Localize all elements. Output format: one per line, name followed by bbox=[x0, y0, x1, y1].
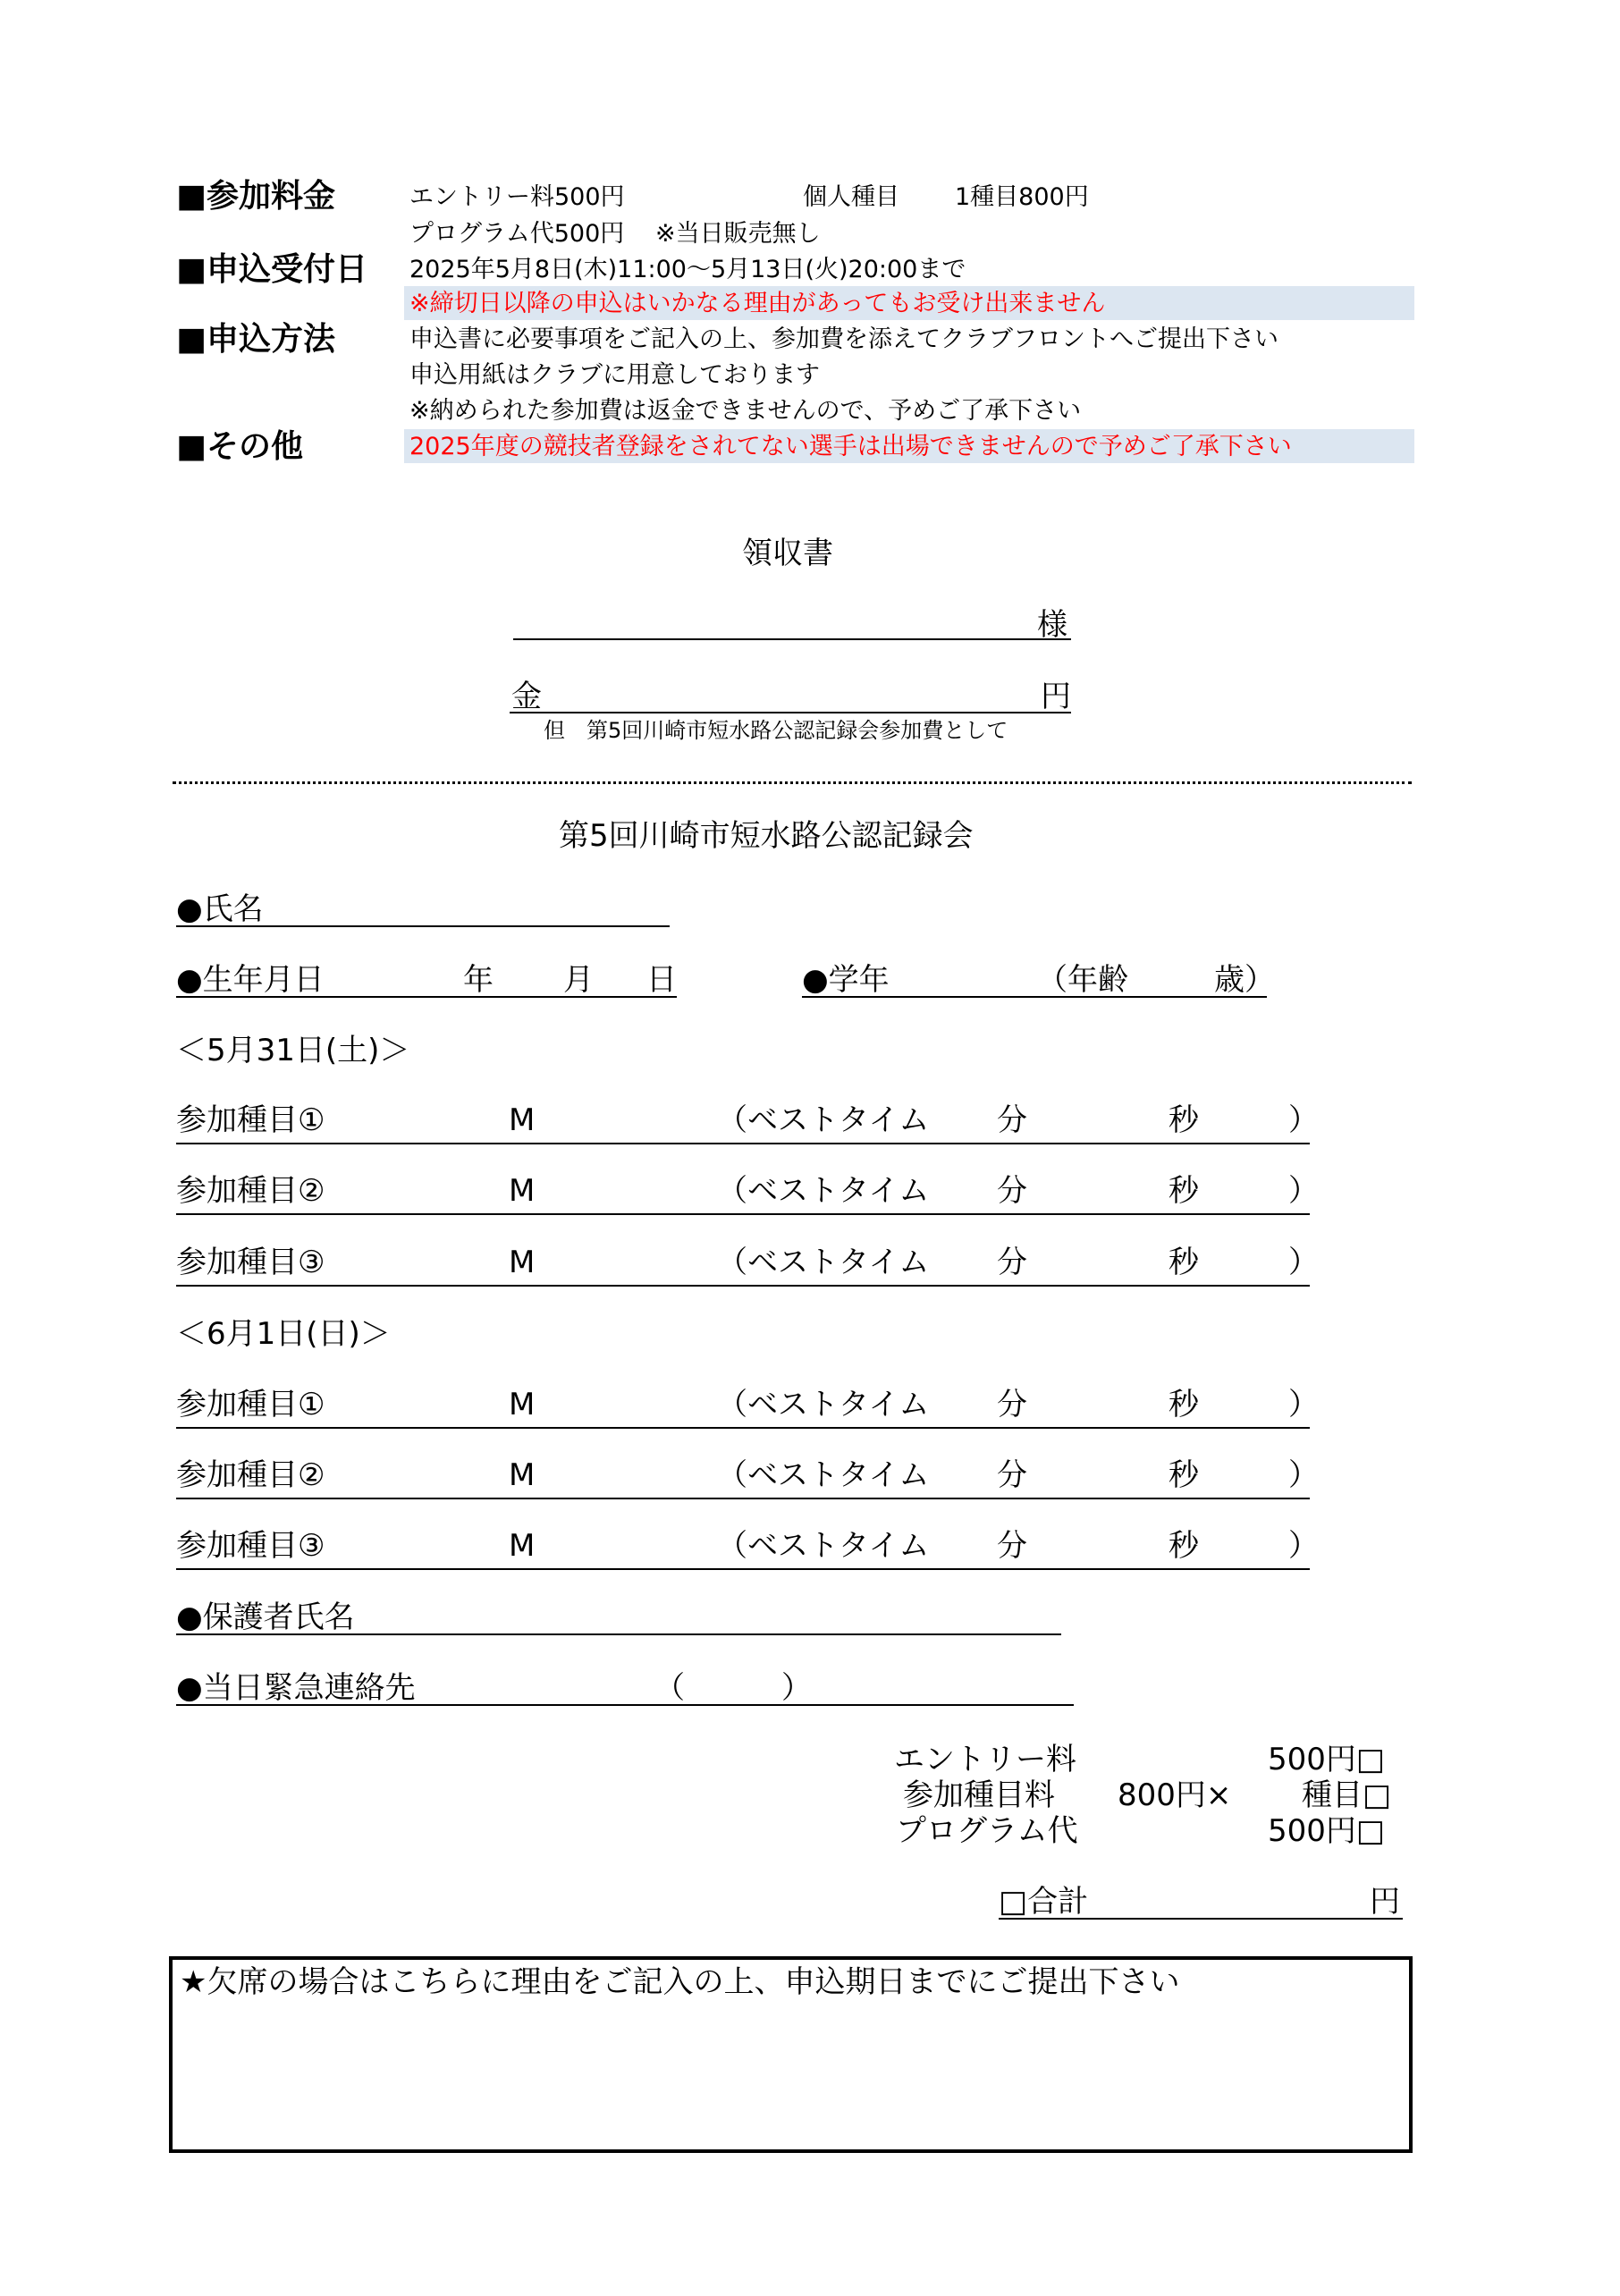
emergency-paren-open: （ bbox=[654, 1670, 685, 1706]
form-title: 第5回川崎市短水路公認記録会 bbox=[559, 818, 974, 854]
close-paren: ） bbox=[1288, 1102, 1319, 1138]
meter-label: M bbox=[509, 1528, 536, 1564]
total-yen: 円 bbox=[1370, 1884, 1400, 1920]
day1-label: ＜5月31日(土)＞ bbox=[176, 1033, 410, 1068]
minute-label: 分 bbox=[997, 1457, 1027, 1493]
fee-program-label: プログラム代 bbox=[896, 1813, 1078, 1849]
event-label: 参加種目③ bbox=[176, 1528, 325, 1564]
receipt-amount-line bbox=[510, 712, 1071, 713]
meter-label: M bbox=[509, 1387, 536, 1422]
minute-label: 分 bbox=[997, 1387, 1027, 1422]
fee-event-count: 種目□ bbox=[1302, 1777, 1392, 1813]
birth-year: 年 bbox=[463, 962, 494, 998]
best-time-label: （ベストタイム bbox=[717, 1173, 930, 1209]
best-time-label: （ベストタイム bbox=[717, 1245, 930, 1280]
close-paren: ） bbox=[1288, 1245, 1319, 1280]
event-label: 参加種目② bbox=[176, 1173, 325, 1209]
meter-label: M bbox=[509, 1457, 536, 1493]
receipt-kin: 金 bbox=[511, 679, 542, 714]
receipt-sama: 様 bbox=[1037, 607, 1067, 643]
second-label: 秒 bbox=[1169, 1173, 1199, 1209]
meter-label: M bbox=[509, 1173, 536, 1209]
fee-program: プログラム代500円 bbox=[409, 220, 625, 248]
event-line bbox=[176, 1143, 1310, 1144]
emergency-line bbox=[176, 1704, 1074, 1706]
receipt-yen: 円 bbox=[1041, 679, 1071, 714]
total-label: □合計 bbox=[999, 1884, 1089, 1920]
event-line bbox=[176, 1213, 1310, 1215]
receipt-tadashi: 但 第5回川崎市短水路公認記録会参加費として bbox=[544, 718, 1008, 743]
birth-day: 日 bbox=[646, 962, 677, 998]
guardian-line bbox=[176, 1633, 1061, 1635]
age-open: （年齢 bbox=[1037, 962, 1128, 998]
receipt-name-line bbox=[513, 638, 1071, 640]
absence-note: ★欠席の場合はこちらに理由をご記入の上、申込期日までにご提出下さい bbox=[180, 1964, 1180, 2000]
method-line1: 申込書に必要事項をご記入の上、参加費を添えてクラブフロントへご提出下さい bbox=[409, 325, 1278, 353]
second-label: 秒 bbox=[1169, 1528, 1199, 1564]
fee-program-amount: 500円□ bbox=[1268, 1813, 1386, 1849]
minute-label: 分 bbox=[997, 1102, 1027, 1138]
close-paren: ） bbox=[1288, 1173, 1319, 1209]
event-line bbox=[176, 1285, 1310, 1287]
fee-event-unit: 800円× bbox=[1118, 1777, 1232, 1813]
period-dates: 2025年5月8日(木)11:00～5月13日(火)20:00まで bbox=[409, 256, 966, 283]
age-close: 歳） bbox=[1214, 962, 1275, 998]
minute-label: 分 bbox=[997, 1528, 1027, 1564]
best-time-label: （ベストタイム bbox=[717, 1102, 930, 1138]
event-label: 参加種目③ bbox=[176, 1245, 325, 1280]
event-label: 参加種目② bbox=[176, 1457, 325, 1493]
name-line bbox=[176, 925, 670, 927]
event-line bbox=[176, 1568, 1310, 1570]
name-label: ●氏名 bbox=[176, 891, 264, 927]
fee-entry: エントリー料500円 bbox=[409, 183, 625, 211]
minute-label: 分 bbox=[997, 1173, 1027, 1209]
birth-line bbox=[176, 996, 677, 998]
second-label: 秒 bbox=[1169, 1457, 1199, 1493]
emergency-label: ●当日緊急連絡先 bbox=[176, 1670, 416, 1706]
fee-entry-amount: 500円□ bbox=[1268, 1742, 1386, 1777]
minute-label: 分 bbox=[997, 1245, 1027, 1280]
method-line3: ※納められた参加費は返金できませんので、予めご了承下さい bbox=[409, 397, 1082, 425]
birth-month: 月 bbox=[563, 962, 594, 998]
method-label: ■申込方法 bbox=[176, 321, 336, 358]
guardian-label: ●保護者氏名 bbox=[176, 1600, 355, 1635]
grade-line bbox=[802, 996, 1267, 998]
fee-per-event: 1種目800円 bbox=[955, 183, 1089, 211]
fee-label: ■参加料金 bbox=[176, 178, 336, 215]
period-warning: ※締切日以降の申込はいかなる理由があってもお受け出来ません bbox=[409, 290, 1106, 317]
total-line bbox=[999, 1918, 1403, 1920]
event-line bbox=[176, 1498, 1310, 1499]
other-note: 2025年度の競技者登録をされてない選手は出場できませんので予めご了承下さい bbox=[409, 433, 1292, 460]
event-label: 参加種目① bbox=[176, 1102, 325, 1138]
close-paren: ） bbox=[1288, 1387, 1319, 1422]
fee-event-label: 参加種目料 bbox=[903, 1777, 1055, 1813]
absence-box[interactable] bbox=[169, 1956, 1413, 2153]
second-label: 秒 bbox=[1169, 1102, 1199, 1138]
day2-label: ＜6月1日(日)＞ bbox=[176, 1316, 391, 1352]
fee-entry-label: エントリー料 bbox=[894, 1742, 1076, 1777]
other-label: ■その他 bbox=[176, 428, 304, 465]
event-line bbox=[176, 1427, 1310, 1429]
second-label: 秒 bbox=[1169, 1387, 1199, 1422]
receipt-title: 領収書 bbox=[742, 536, 833, 571]
close-paren: ） bbox=[1288, 1528, 1319, 1564]
fee-individual: 個人種目 bbox=[803, 183, 899, 211]
method-line2: 申込用紙はクラブに用意しております bbox=[409, 361, 820, 389]
period-label: ■申込受付日 bbox=[176, 251, 368, 288]
emergency-paren-close: ） bbox=[781, 1670, 812, 1706]
second-label: 秒 bbox=[1169, 1245, 1199, 1280]
grade-label: ●学年 bbox=[802, 962, 890, 998]
meter-label: M bbox=[509, 1245, 536, 1280]
close-paren: ） bbox=[1288, 1457, 1319, 1493]
fee-no-day-sale: ※当日販売無し bbox=[655, 220, 821, 248]
meter-label: M bbox=[509, 1102, 536, 1138]
birth-label: ●生年月日 bbox=[176, 962, 325, 998]
cut-line bbox=[173, 781, 1412, 784]
event-label: 参加種目① bbox=[176, 1387, 325, 1422]
best-time-label: （ベストタイム bbox=[717, 1457, 930, 1493]
best-time-label: （ベストタイム bbox=[717, 1387, 930, 1422]
best-time-label: （ベストタイム bbox=[717, 1528, 930, 1564]
